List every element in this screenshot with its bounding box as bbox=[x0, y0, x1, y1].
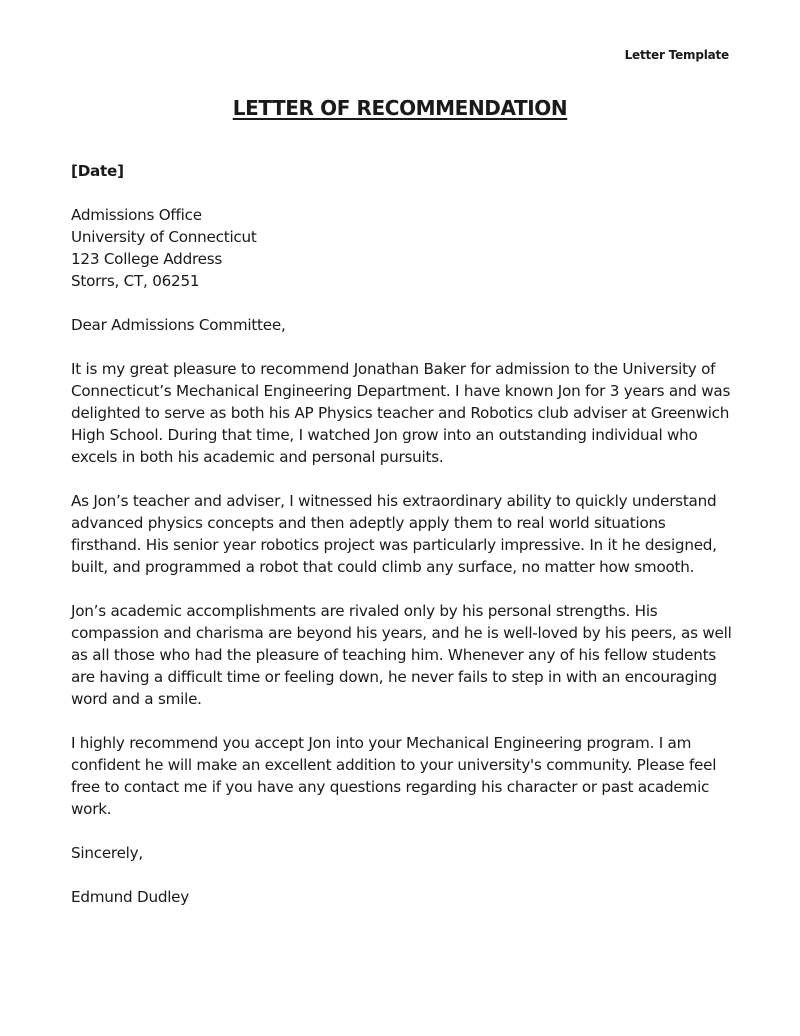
closing: Sincerely, bbox=[71, 844, 143, 862]
letter-body bbox=[71, 160, 736, 908]
salutation: Dear Admissions Committee, bbox=[71, 316, 286, 334]
body-paragraph: Jon’s academic accomplishments are rivaled only by his personal strengths. His compassion and charisma are beyond his years, and he is well-loved by his peers, as well as all those who had the pleasure of teaching him. Whenever any of his fellow students are having a difficult time or feeling down, he never fails to step in with an encouraging word and a smile. bbox=[71, 602, 732, 708]
document-title-text: LETTER OF RECOMMENDATION bbox=[232, 96, 568, 120]
body-paragraph: I highly recommend you accept Jon into your Mechanical Engineering program. I am confident he will make an excellent addition to your university's community. Please feel free to contact me if you have any questions regarding his character or past academic work. bbox=[71, 734, 717, 818]
document-title bbox=[0, 96, 800, 120]
address-line: University of Connecticut bbox=[71, 228, 257, 246]
signature: Edmund Dudley bbox=[71, 888, 190, 906]
template-header-label: Letter Template bbox=[624, 48, 729, 62]
address-line: 123 College Address bbox=[71, 250, 223, 268]
recipient-address bbox=[71, 204, 736, 292]
address-line: Storrs, CT, 06251 bbox=[71, 272, 200, 290]
body-paragraph: As Jon’s teacher and adviser, I witnessed his extraordinary ability to quickly understand advanced physics concepts and then adeptly apply them to real world situations firsthand. His senior year robotics project was particularly impressive. In it he designed, built, and programmed a robot that could climb any surface, no matter how smooth. bbox=[71, 492, 717, 576]
body-paragraph: It is my great pleasure to recommend Jonathan Baker for admission to the University of Connecticut’s Mechanical Engineering Department. I have known Jon for 3 years and was delighted to serve as both his AP Physics teacher and Robotics club adviser at Greenwich High School. During that time, I watched Jon grow into an outstanding individual who excels in both his academic and personal pursuits. bbox=[71, 360, 731, 466]
date-placeholder: [Date] bbox=[71, 162, 124, 180]
address-line: Admissions Office bbox=[71, 206, 202, 224]
